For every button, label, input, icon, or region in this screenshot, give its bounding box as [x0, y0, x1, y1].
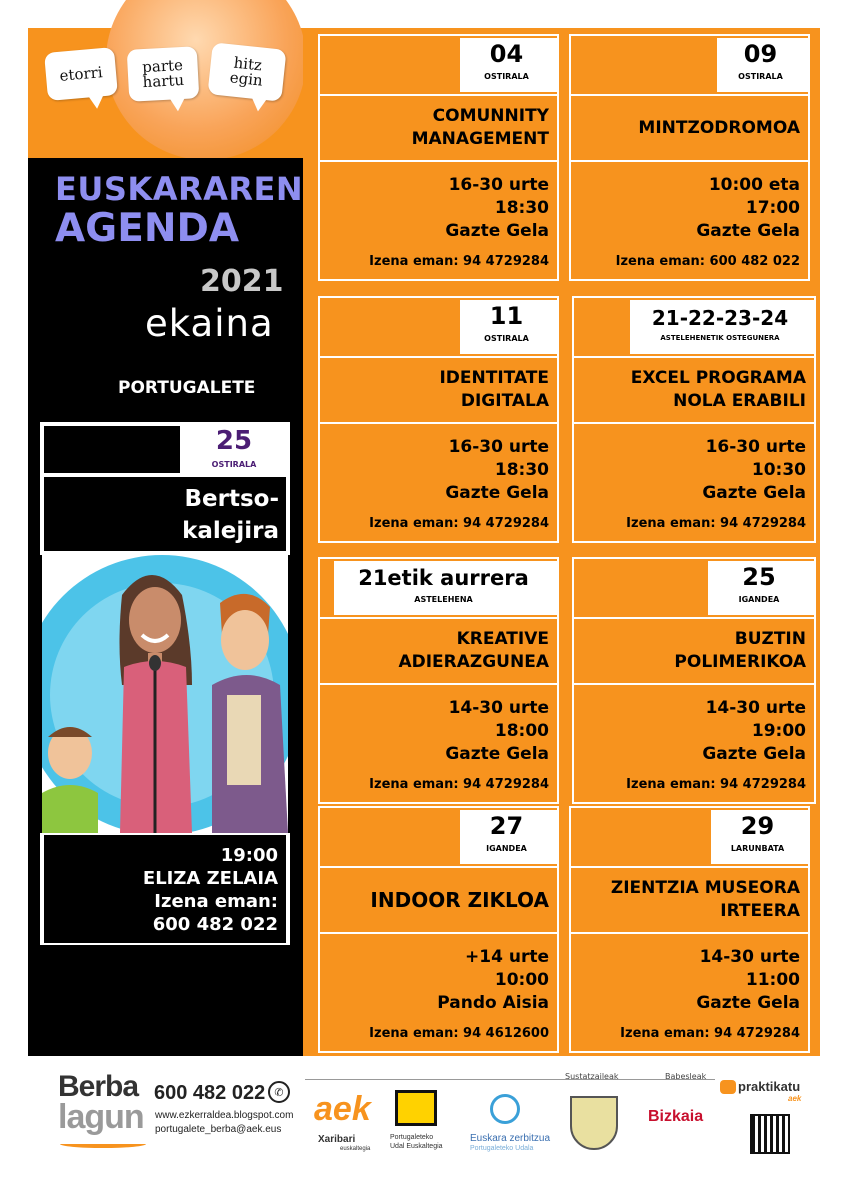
event-day: 29 — [740, 812, 775, 840]
website-link[interactable]: www.ezkerraldea.blogspot.com — [155, 1110, 294, 1121]
event-weekday: IGANDEA — [486, 844, 527, 853]
featured-info — [44, 844, 278, 936]
praktikatu-aek: aek — [788, 1094, 802, 1103]
aek-logo-sub1: Xaribari — [318, 1134, 356, 1145]
event-place: Gazte Gela — [445, 483, 549, 503]
event-weekday: OSTIRALA — [484, 72, 529, 81]
event-title: IDENTITATE DIGITALA — [320, 356, 557, 424]
featured-register-label: Izena eman: — [154, 891, 278, 912]
event-card-29 — [569, 806, 810, 1053]
event-register: Izena eman: 94 4729284 — [620, 1026, 800, 1041]
event-title: COMUNNITY MANAGEMENT — [320, 94, 557, 162]
agenda-title-line1: EUSKARAREN — [55, 170, 304, 208]
event-time-1: 10:00 eta — [708, 175, 800, 195]
event-place: Gazte Gela — [696, 993, 800, 1013]
event-day: 21-22-23-24 — [651, 306, 789, 330]
event-weekday: ASTELEHENETIK OSTEGUNERA — [660, 334, 780, 342]
event-age: +14 urte — [465, 947, 549, 967]
event-card-25 — [572, 557, 816, 804]
featured-day: 25 — [215, 426, 253, 456]
speech-bubble-hitz-egin: hitz egin — [207, 42, 286, 101]
lagun-logo-text: lagun — [58, 1098, 144, 1136]
event-info — [320, 436, 557, 505]
event-age: 14-30 urte — [699, 947, 800, 967]
event-card-09 — [569, 34, 810, 281]
featured-date-black-block — [44, 426, 180, 473]
event-day: 04 — [489, 40, 524, 68]
event-title: INDOOR ZIKLOA — [320, 866, 557, 934]
featured-place: ELIZA ZELAIA — [142, 868, 278, 889]
bizkaia-logo: Bizkaia — [648, 1108, 704, 1125]
event-info — [574, 436, 814, 505]
berba-smile-icon — [60, 1140, 146, 1148]
event-place: Gazte Gela — [702, 483, 806, 503]
featured-register-phone: 600 482 022 — [152, 914, 278, 935]
event-title: MINTZODROMOA — [571, 94, 808, 162]
event-register: Izena eman: 94 4729284 — [626, 777, 806, 792]
event-time: 18:00 — [494, 721, 549, 741]
email-link[interactable]: portugalete_berba@aek.eus — [155, 1124, 282, 1135]
featured-time: 19:00 — [220, 845, 278, 866]
footer-divider — [305, 1079, 715, 1080]
event-card-04 — [318, 34, 559, 281]
agenda-month: ekaina — [145, 302, 274, 345]
event-age: 16-30 urte — [448, 175, 549, 195]
event-place: Gazte Gela — [445, 744, 549, 764]
sponsors-label: Sustatzaileak — [565, 1072, 619, 1081]
event-card-27 — [318, 806, 559, 1053]
udal-euskaltegia-text2: Udal Euskaltegia — [390, 1143, 443, 1150]
event-time: 18:30 — [494, 460, 549, 480]
berba-phone: 600 482 022 — [154, 1082, 266, 1104]
event-weekday: OSTIRALA — [484, 334, 529, 343]
event-info — [320, 946, 557, 1015]
event-card-21etik — [318, 557, 559, 804]
bertso-illustration — [42, 555, 288, 833]
event-time: 19:00 — [751, 721, 806, 741]
qr-code-icon[interactable] — [752, 1116, 788, 1152]
event-time: 10:00 — [494, 970, 549, 990]
speech-bubble-etorri: etorri — [44, 47, 118, 101]
event-info — [320, 174, 557, 243]
praktikatu-logo: praktikatu — [738, 1079, 801, 1094]
event-day: 25 — [742, 563, 776, 591]
event-time-2: 17:00 — [745, 198, 800, 218]
supporters-label: Babesleak — [665, 1072, 707, 1081]
event-register: Izena eman: 94 4612600 — [369, 1026, 549, 1041]
praktikatu-icon — [720, 1080, 736, 1094]
event-register: Izena eman: 94 4729284 — [369, 254, 549, 269]
event-title: BUZTIN POLIMERIKOA — [574, 617, 814, 685]
portugalete-shield-icon — [570, 1096, 618, 1150]
event-info — [574, 697, 814, 766]
event-place: Gazte Gela — [696, 221, 800, 241]
event-day: 09 — [743, 40, 778, 68]
euskara-zerbitzua-text: Euskara zerbitzua — [470, 1133, 551, 1144]
event-day: 11 — [489, 302, 524, 330]
event-time: 18:30 — [494, 198, 549, 218]
event-register: Izena eman: 600 482 022 — [615, 254, 800, 269]
event-title: ZIENTZIA MUSEORA IRTEERA — [571, 866, 808, 934]
featured-title: Bertso-kalejira — [182, 486, 279, 544]
event-place: Gazte Gela — [702, 744, 806, 764]
euskara-zerbitzua-logo — [490, 1094, 520, 1124]
event-weekday: IGANDEA — [738, 595, 780, 604]
berba-logo-text: Berba — [58, 1070, 139, 1103]
aek-logo-sub2: euskaltegia — [340, 1146, 371, 1152]
event-card-11 — [318, 296, 559, 543]
event-place: Gazte Gela — [445, 221, 549, 241]
event-age: 14-30 urte — [705, 698, 806, 718]
event-info — [320, 697, 557, 766]
featured-weekday: OSTIRALA — [211, 460, 257, 469]
event-age: 14-30 urte — [448, 698, 549, 718]
event-day: 21etik aurrera — [358, 566, 529, 590]
euskara-zerbitzua-sub: Portugaleteko Udala — [470, 1145, 534, 1152]
event-register: Izena eman: 94 4729284 — [369, 777, 549, 792]
event-register: Izena eman: 94 4729284 — [369, 516, 549, 531]
event-weekday: OSTIRALA — [738, 72, 783, 81]
event-card-21-24 — [572, 296, 816, 543]
event-info — [571, 174, 808, 243]
agenda-year: 2021 — [200, 264, 284, 299]
event-title: KREATIVE ADIERAZGUNEA — [320, 617, 557, 685]
event-age: 16-30 urte — [705, 437, 806, 457]
event-time: 10:30 — [751, 460, 806, 480]
singer-illustration — [42, 555, 288, 833]
agenda-title-line2: AGENDA — [55, 206, 240, 251]
whatsapp-icon: ✆ — [268, 1081, 290, 1103]
event-weekday: ASTELEHENA — [414, 595, 473, 604]
event-weekday: LARUNBATA — [730, 844, 785, 853]
event-info — [571, 946, 808, 1015]
event-time: 11:00 — [745, 970, 800, 990]
event-place: Pando Aisia — [437, 993, 549, 1013]
event-title: EXCEL PROGRAMA NOLA ERABILI — [574, 356, 814, 424]
udal-euskaltegia-logo — [395, 1090, 437, 1126]
udal-euskaltegia-text1: Portugaleteko — [390, 1134, 434, 1141]
aek-logo: aek — [314, 1090, 371, 1128]
event-day: 27 — [489, 812, 524, 840]
town-name: PORTUGALETE — [118, 378, 256, 398]
speech-bubble-parte-hartu: parte hartu — [127, 46, 200, 102]
event-age: 16-30 urte — [448, 437, 549, 457]
event-register: Izena eman: 94 4729284 — [626, 516, 806, 531]
